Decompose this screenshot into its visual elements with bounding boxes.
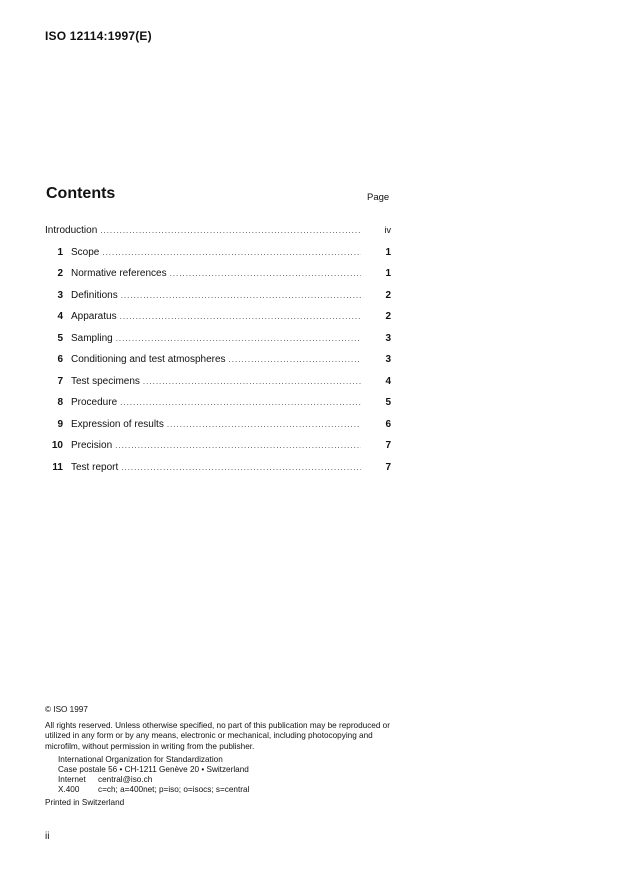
x400-value: c=ch; a=400net; p=iso; o=isocs; s=central — [98, 785, 250, 795]
toc-leader-dots — [115, 441, 361, 450]
toc-entry-normative-references[interactable] — [45, 265, 391, 287]
page-number: ii — [45, 831, 50, 842]
toc-entry-number: 2 — [57, 268, 63, 279]
toc-entry-number: 4 — [57, 311, 63, 322]
toc-entry-number: 5 — [57, 332, 63, 344]
toc-entry-number: 10 — [51, 440, 63, 451]
toc-entry-sampling[interactable] — [45, 330, 391, 352]
toc-entry-title: Procedure — [71, 397, 118, 408]
toc-entry-page: 5 — [385, 397, 391, 408]
toc-entry-definitions[interactable] — [45, 287, 391, 309]
copyright-block — [45, 705, 395, 808]
internet-contact — [58, 775, 395, 785]
rights-statement: All rights reserved. Unless otherwise specified, no part of this publication may be reproduced or utilized in any form or by any means, electronic or mechanical, including photocopying and microfilm, without permission in writing from the publisher. — [45, 721, 390, 751]
toc-entry-test-report[interactable] — [45, 459, 391, 481]
toc-entry-number: 9 — [57, 418, 63, 430]
toc-entry-page: 4 — [385, 375, 391, 387]
x400-contact — [58, 785, 395, 795]
toc-entry-page: 2 — [385, 289, 391, 301]
toc-entry-number: 7 — [57, 375, 63, 387]
toc-leader-dots — [121, 463, 361, 472]
toc-entry-title: Definitions — [71, 289, 118, 301]
toc-entry-procedure[interactable] — [45, 394, 391, 416]
internet-label: Internet — [58, 775, 86, 785]
toc-entry-title: Conditioning and test atmospheres — [71, 354, 226, 365]
toc-entry-page: 3 — [385, 354, 391, 365]
copyright-line: © ISO 1997 — [45, 705, 88, 714]
toc-entry-page: iv — [384, 225, 391, 235]
internet-value[interactable]: central@iso.ch — [98, 775, 153, 785]
toc-entry-apparatus[interactable] — [45, 308, 391, 330]
toc-entry-test-specimens[interactable] — [45, 373, 391, 395]
toc-leader-dots — [116, 334, 361, 343]
toc-entry-title: Test report — [71, 461, 119, 473]
printed-in: Printed in Switzerland — [45, 797, 125, 807]
toc-leader-dots — [100, 226, 361, 235]
toc-entry-number: 8 — [57, 397, 63, 408]
document-code: ISO 12114:1997(E) — [45, 29, 152, 43]
toc-leader-dots — [120, 398, 361, 407]
toc-entry-number: 11 — [52, 461, 63, 473]
toc-entry-page: 7 — [385, 440, 391, 451]
toc-entry-expression-of-results[interactable] — [45, 416, 391, 438]
organization-address — [45, 755, 395, 796]
toc-entry-number: 3 — [57, 289, 63, 301]
toc-entry-page: 2 — [385, 311, 391, 322]
toc-entry-title: Introduction — [45, 225, 98, 236]
organization-name: International Organization for Standardization — [58, 754, 223, 764]
toc-entry-page: 6 — [385, 418, 391, 430]
toc-entry-number: 1 — [57, 246, 63, 258]
toc-leader-dots — [120, 312, 361, 321]
toc-entry-conditioning[interactable] — [45, 351, 391, 373]
page-column-label: Page — [367, 192, 390, 203]
x400-label: X.400 — [58, 785, 80, 795]
toc-leader-dots — [170, 269, 361, 278]
toc-leader-dots — [121, 291, 361, 300]
table-of-contents — [45, 222, 391, 480]
toc-leader-dots — [229, 355, 361, 364]
toc-entry-title: Test specimens — [71, 375, 140, 387]
toc-entry-page: 1 — [385, 246, 391, 258]
toc-entry-number: 6 — [57, 354, 63, 365]
toc-entry-title: Precision — [71, 440, 113, 451]
toc-entry-title: Expression of results — [71, 418, 164, 430]
postal-address: Case postale 56 • CH-1211 Genève 20 • Switzerland — [58, 765, 249, 775]
toc-entry-title: Apparatus — [71, 311, 117, 322]
toc-entry-introduction[interactable] — [45, 222, 391, 244]
toc-entry-precision[interactable] — [45, 437, 391, 459]
toc-entry-title: Normative references — [71, 268, 167, 279]
toc-entry-page: 1 — [385, 268, 391, 279]
toc-leader-dots — [143, 377, 361, 386]
toc-entry-page: 3 — [385, 332, 391, 344]
contents-heading: Contents — [46, 185, 116, 202]
toc-entry-title: Scope — [71, 246, 100, 258]
toc-entry-scope[interactable] — [45, 244, 391, 266]
toc-entry-title: Sampling — [71, 332, 113, 344]
toc-entry-page: 7 — [385, 461, 391, 473]
toc-leader-dots — [167, 420, 361, 429]
toc-leader-dots — [102, 248, 361, 257]
